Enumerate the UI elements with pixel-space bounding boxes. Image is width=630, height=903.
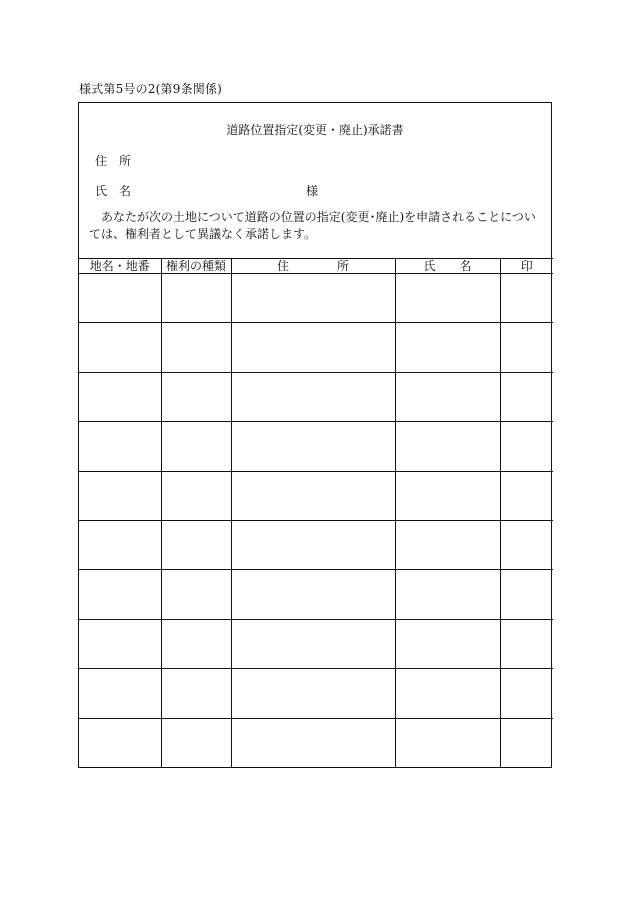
applicant-name-label: 氏 名 bbox=[95, 184, 132, 198]
cell-address[interactable] bbox=[231, 274, 395, 323]
applicant-address-label: 住 所 bbox=[95, 154, 132, 168]
cell-seal[interactable] bbox=[500, 323, 553, 372]
table-body bbox=[79, 274, 553, 767]
cell-name[interactable] bbox=[395, 372, 500, 421]
cell-right-type[interactable] bbox=[161, 619, 231, 668]
cell-address[interactable] bbox=[231, 718, 395, 767]
cell-right-type[interactable] bbox=[161, 718, 231, 767]
cell-land-lot[interactable] bbox=[79, 274, 161, 323]
cell-name[interactable] bbox=[395, 422, 500, 471]
cell-name[interactable] bbox=[395, 570, 500, 619]
cell-seal[interactable] bbox=[500, 718, 553, 767]
cell-name[interactable] bbox=[395, 520, 500, 569]
cell-name[interactable] bbox=[395, 619, 500, 668]
cell-address[interactable] bbox=[231, 323, 395, 372]
cell-seal[interactable] bbox=[500, 669, 553, 718]
cell-land-lot[interactable] bbox=[79, 718, 161, 767]
cell-address[interactable] bbox=[231, 471, 395, 520]
cell-name[interactable] bbox=[395, 274, 500, 323]
table-row bbox=[79, 422, 553, 471]
cell-land-lot[interactable] bbox=[79, 520, 161, 569]
table-row bbox=[79, 619, 553, 668]
table-row bbox=[79, 520, 553, 569]
cell-land-lot[interactable] bbox=[79, 570, 161, 619]
cell-right-type[interactable] bbox=[161, 422, 231, 471]
cell-name[interactable] bbox=[395, 669, 500, 718]
table-row bbox=[79, 570, 553, 619]
header-seal: 印 bbox=[500, 259, 553, 274]
cell-name[interactable] bbox=[395, 471, 500, 520]
cell-name[interactable] bbox=[395, 718, 500, 767]
document-title: 道路位置指定(変更・廃止)承諾書 bbox=[226, 123, 404, 137]
cell-seal[interactable] bbox=[500, 422, 553, 471]
header-right-type: 権利の種類 bbox=[161, 259, 231, 274]
cell-address[interactable] bbox=[231, 520, 395, 569]
cell-land-lot[interactable] bbox=[79, 372, 161, 421]
header-address: 住 所 bbox=[231, 259, 395, 274]
cell-right-type[interactable] bbox=[161, 570, 231, 619]
form-number-caption: 様式第5号の2(第9条関係) bbox=[79, 82, 223, 96]
honorific-label: 様 bbox=[306, 184, 319, 198]
cell-land-lot[interactable] bbox=[79, 619, 161, 668]
cell-right-type[interactable] bbox=[161, 471, 231, 520]
header-name: 氏 名 bbox=[395, 259, 500, 274]
cell-right-type[interactable] bbox=[161, 669, 231, 718]
cell-name[interactable] bbox=[395, 323, 500, 372]
consent-form-frame bbox=[78, 102, 552, 768]
cell-address[interactable] bbox=[231, 372, 395, 421]
table-row bbox=[79, 323, 553, 372]
consent-statement: あなたが次の土地について道路の位置の指定(変更･廃止)を申請されることについては、権利者として異議なく承諾します。 bbox=[89, 210, 536, 241]
table-row bbox=[79, 718, 553, 767]
table-row bbox=[79, 274, 553, 323]
cell-land-lot[interactable] bbox=[79, 323, 161, 372]
table-header-row bbox=[79, 259, 553, 274]
cell-land-lot[interactable] bbox=[79, 669, 161, 718]
cell-right-type[interactable] bbox=[161, 323, 231, 372]
cell-seal[interactable] bbox=[500, 520, 553, 569]
table-row bbox=[79, 471, 553, 520]
rights-holder-table bbox=[79, 258, 553, 767]
cell-right-type[interactable] bbox=[161, 520, 231, 569]
cell-seal[interactable] bbox=[500, 274, 553, 323]
table-row bbox=[79, 372, 553, 421]
cell-seal[interactable] bbox=[500, 570, 553, 619]
cell-address[interactable] bbox=[231, 619, 395, 668]
cell-seal[interactable] bbox=[500, 471, 553, 520]
header-land-lot: 地名・地番 bbox=[79, 259, 161, 274]
cell-right-type[interactable] bbox=[161, 372, 231, 421]
cell-address[interactable] bbox=[231, 570, 395, 619]
table-row bbox=[79, 669, 553, 718]
cell-seal[interactable] bbox=[500, 619, 553, 668]
cell-address[interactable] bbox=[231, 422, 395, 471]
cell-land-lot[interactable] bbox=[79, 422, 161, 471]
cell-right-type[interactable] bbox=[161, 274, 231, 323]
cell-seal[interactable] bbox=[500, 372, 553, 421]
cell-address[interactable] bbox=[231, 669, 395, 718]
cell-land-lot[interactable] bbox=[79, 471, 161, 520]
